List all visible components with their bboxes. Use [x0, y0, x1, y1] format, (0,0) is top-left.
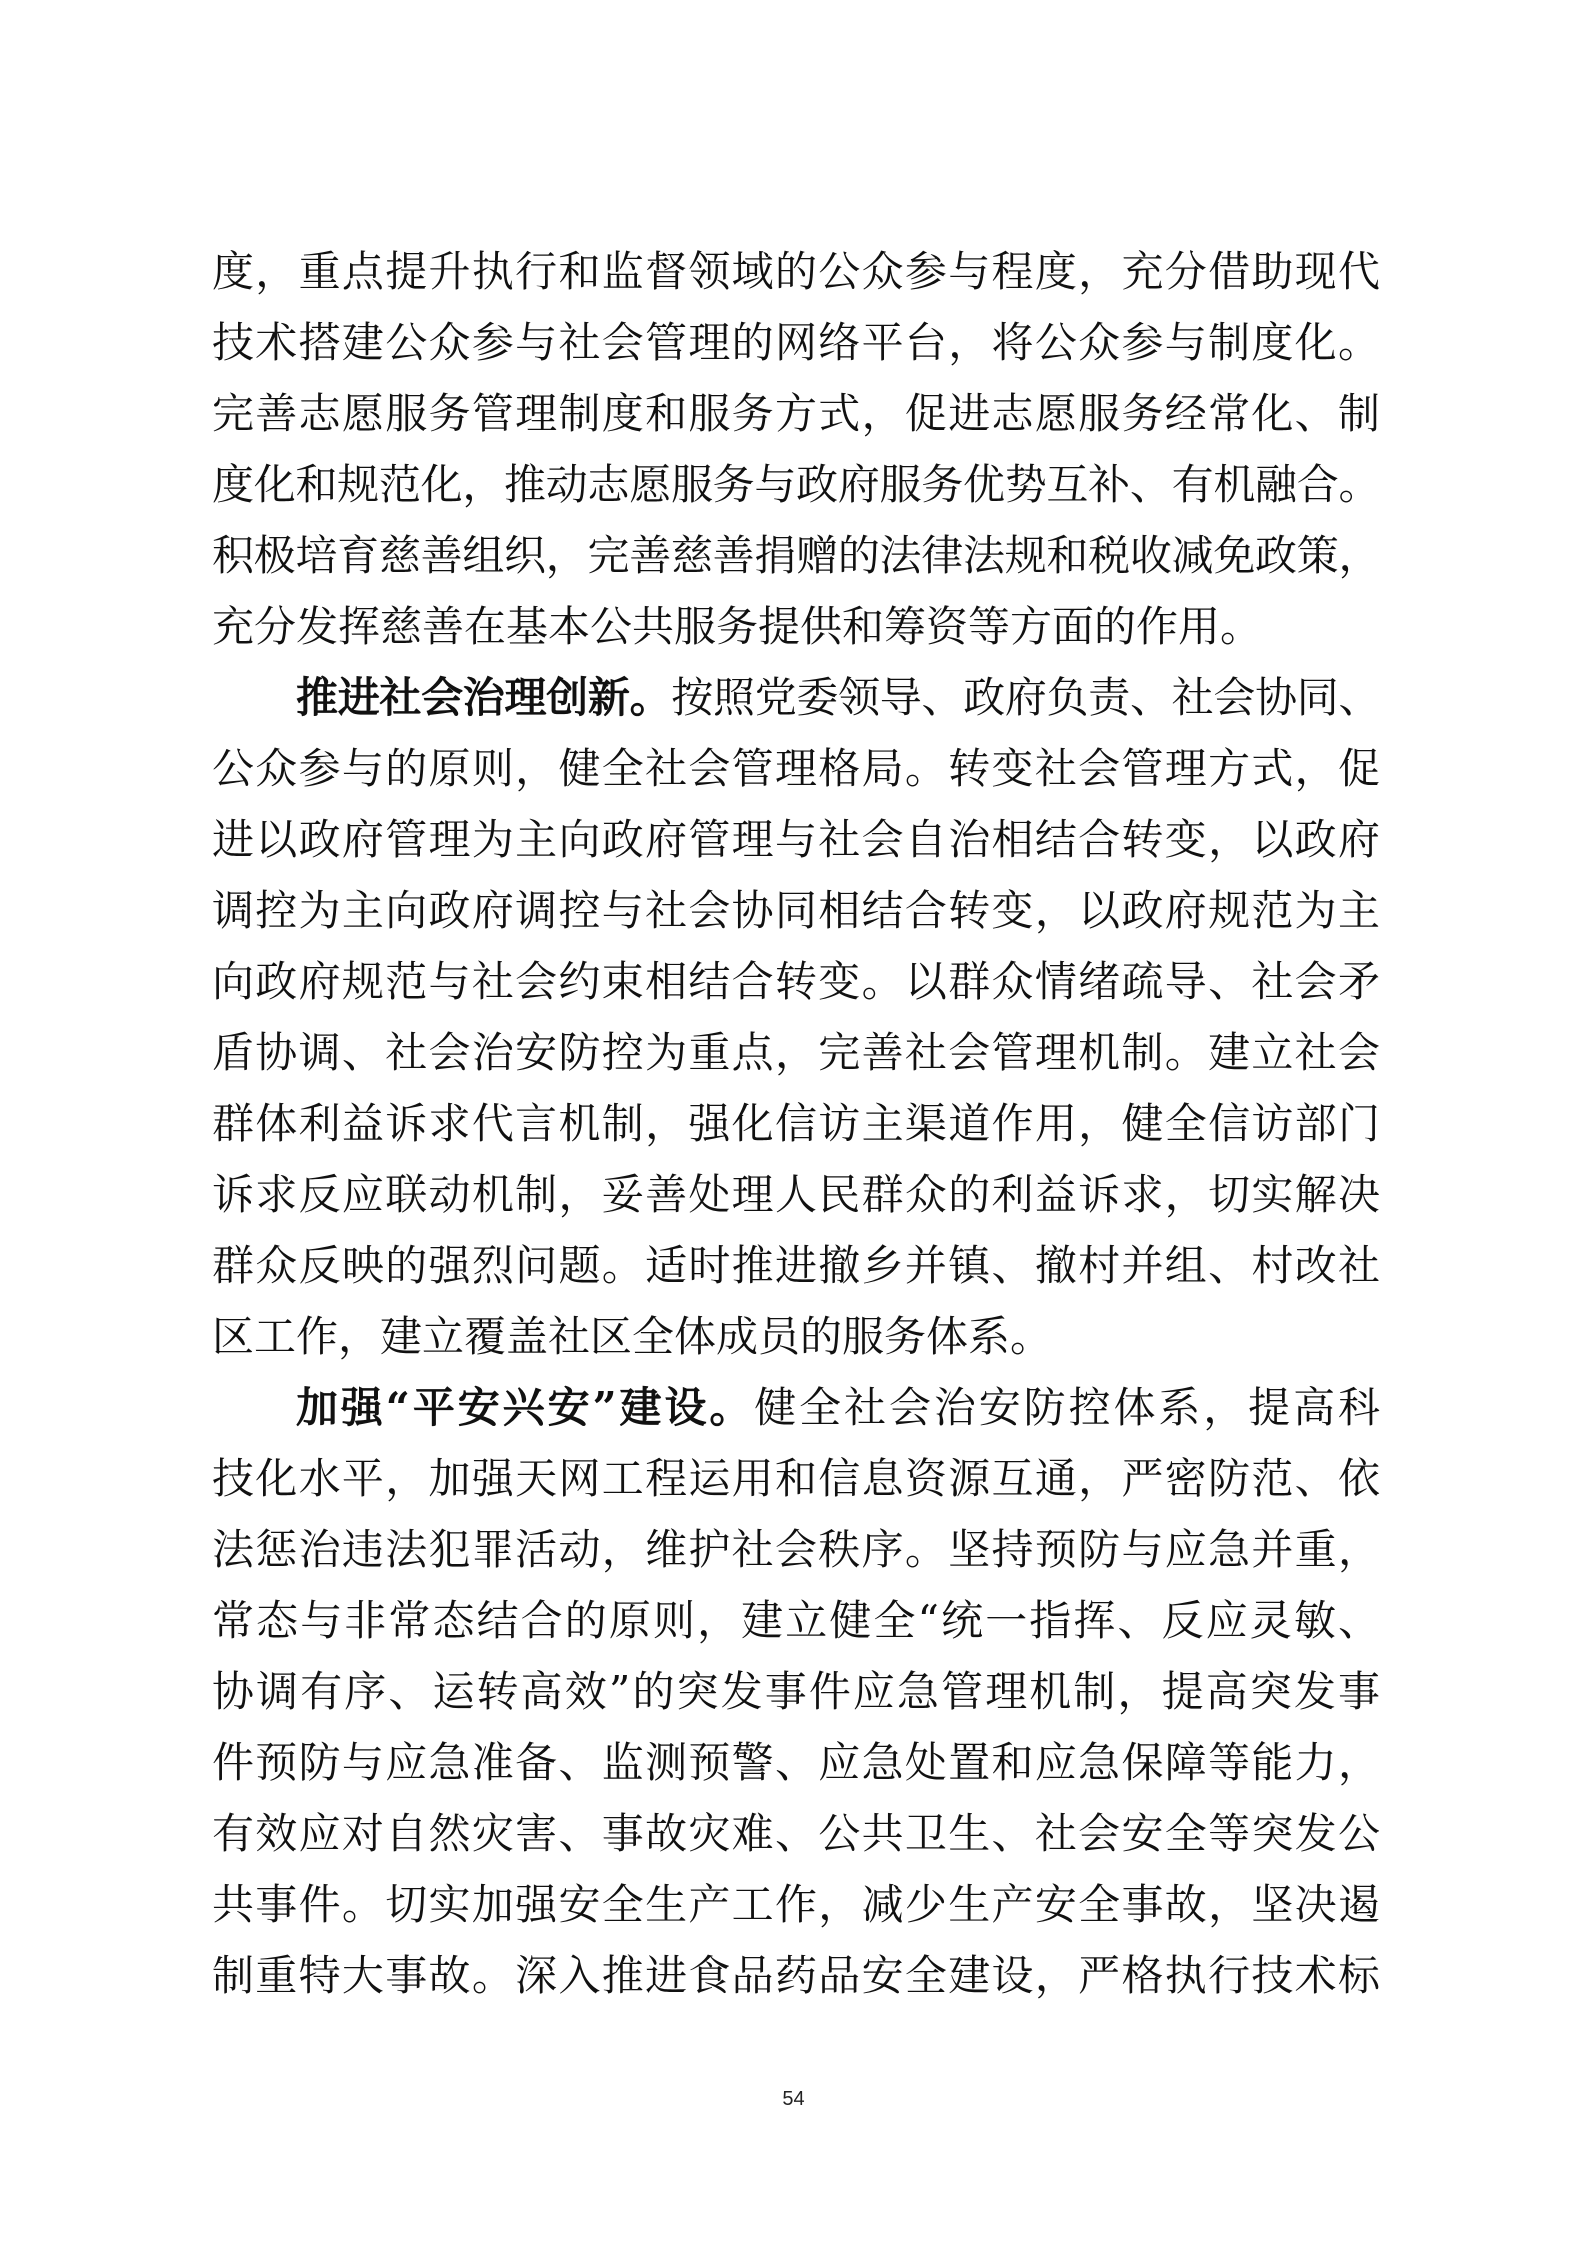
text-line: 常态与非常态结合的原则，建立健全“统一指挥、反应灵敏、: [212, 1596, 1380, 1645]
text-line: 群众反映的强烈问题。适时推进撤乡并镇、撤村并组、村改社: [212, 1241, 1380, 1290]
text-line: 充分发挥慈善在基本公共服务提供和筹资等方面的作用。: [212, 602, 1263, 651]
text-line: 法惩治违法犯罪活动，维护社会秩序。坚持预防与应急并重，: [212, 1525, 1380, 1574]
paragraph-heading: 加强“平安兴安”建设。: [296, 1383, 755, 1432]
text-line: 调控为主向政府调控与社会协同相结合转变，以政府规范为主: [212, 886, 1380, 935]
text-line: 区工作，建立覆盖社区全体成员的服务体系。: [212, 1312, 1053, 1361]
text-line: 诉求反应联动机制，妥善处理人民群众的利益诉求，切实解决: [212, 1170, 1380, 1219]
text-line: 公众参与的原则，健全社会管理格局。转变社会管理方式，促: [212, 744, 1380, 793]
paragraph-first-line: [296, 1372, 1380, 1444]
text-line: 协调有序、运转高效”的突发事件应急管理机制，提高突发事: [212, 1667, 1380, 1716]
paragraph-text: 健全社会治安防控体系，提高科: [754, 1383, 1380, 1432]
text-line: 进以政府管理为主向政府管理与社会自治相结合转变，以政府: [212, 815, 1380, 864]
text-line: 共事件。切实加强安全生产工作，减少生产安全事故，坚决遏: [212, 1880, 1380, 1929]
paragraph-heading: 推进社会治理创新。: [296, 673, 672, 722]
paragraph-first-line: [296, 662, 1380, 734]
text-line: 技化水平，加强天网工程运用和信息资源互通，严密防范、依: [212, 1454, 1380, 1503]
text-line: 度化和规范化，推动志愿服务与政府服务优势互补、有机融合。: [212, 460, 1380, 509]
text-line: 度，重点提升执行和监督领域的公众参与程度，充分借助现代: [212, 247, 1380, 296]
page-number: 54: [782, 2088, 805, 2110]
text-line: 完善志愿服务管理制度和服务方式，促进志愿服务经常化、制: [212, 389, 1380, 438]
text-line: 制重特大事故。深入推进食品药品安全建设，严格执行技术标: [212, 1951, 1380, 2000]
text-line: 群体利益诉求代言机制，强化信访主渠道作用，健全信访部门: [212, 1099, 1380, 1148]
text-line: 积极培育慈善组织，完善慈善捐赠的法律法规和税收减免政策，: [212, 531, 1380, 580]
text-line: 盾协调、社会治安防控为重点，完善社会管理机制。建立社会: [212, 1028, 1380, 1077]
text-line: 向政府规范与社会约束相结合转变。以群众情绪疏导、社会矛: [212, 957, 1380, 1006]
text-line: 技术搭建公众参与社会管理的网络平台，将公众参与制度化。: [212, 318, 1380, 367]
text-line: 件预防与应急准备、监测预警、应急处置和应急保障等能力，: [212, 1738, 1380, 1787]
paragraph-text: 按照党委领导、政府负责、社会协同、: [671, 673, 1380, 722]
text-line: 有效应对自然灾害、事故灾难、公共卫生、社会安全等突发公: [212, 1809, 1380, 1858]
